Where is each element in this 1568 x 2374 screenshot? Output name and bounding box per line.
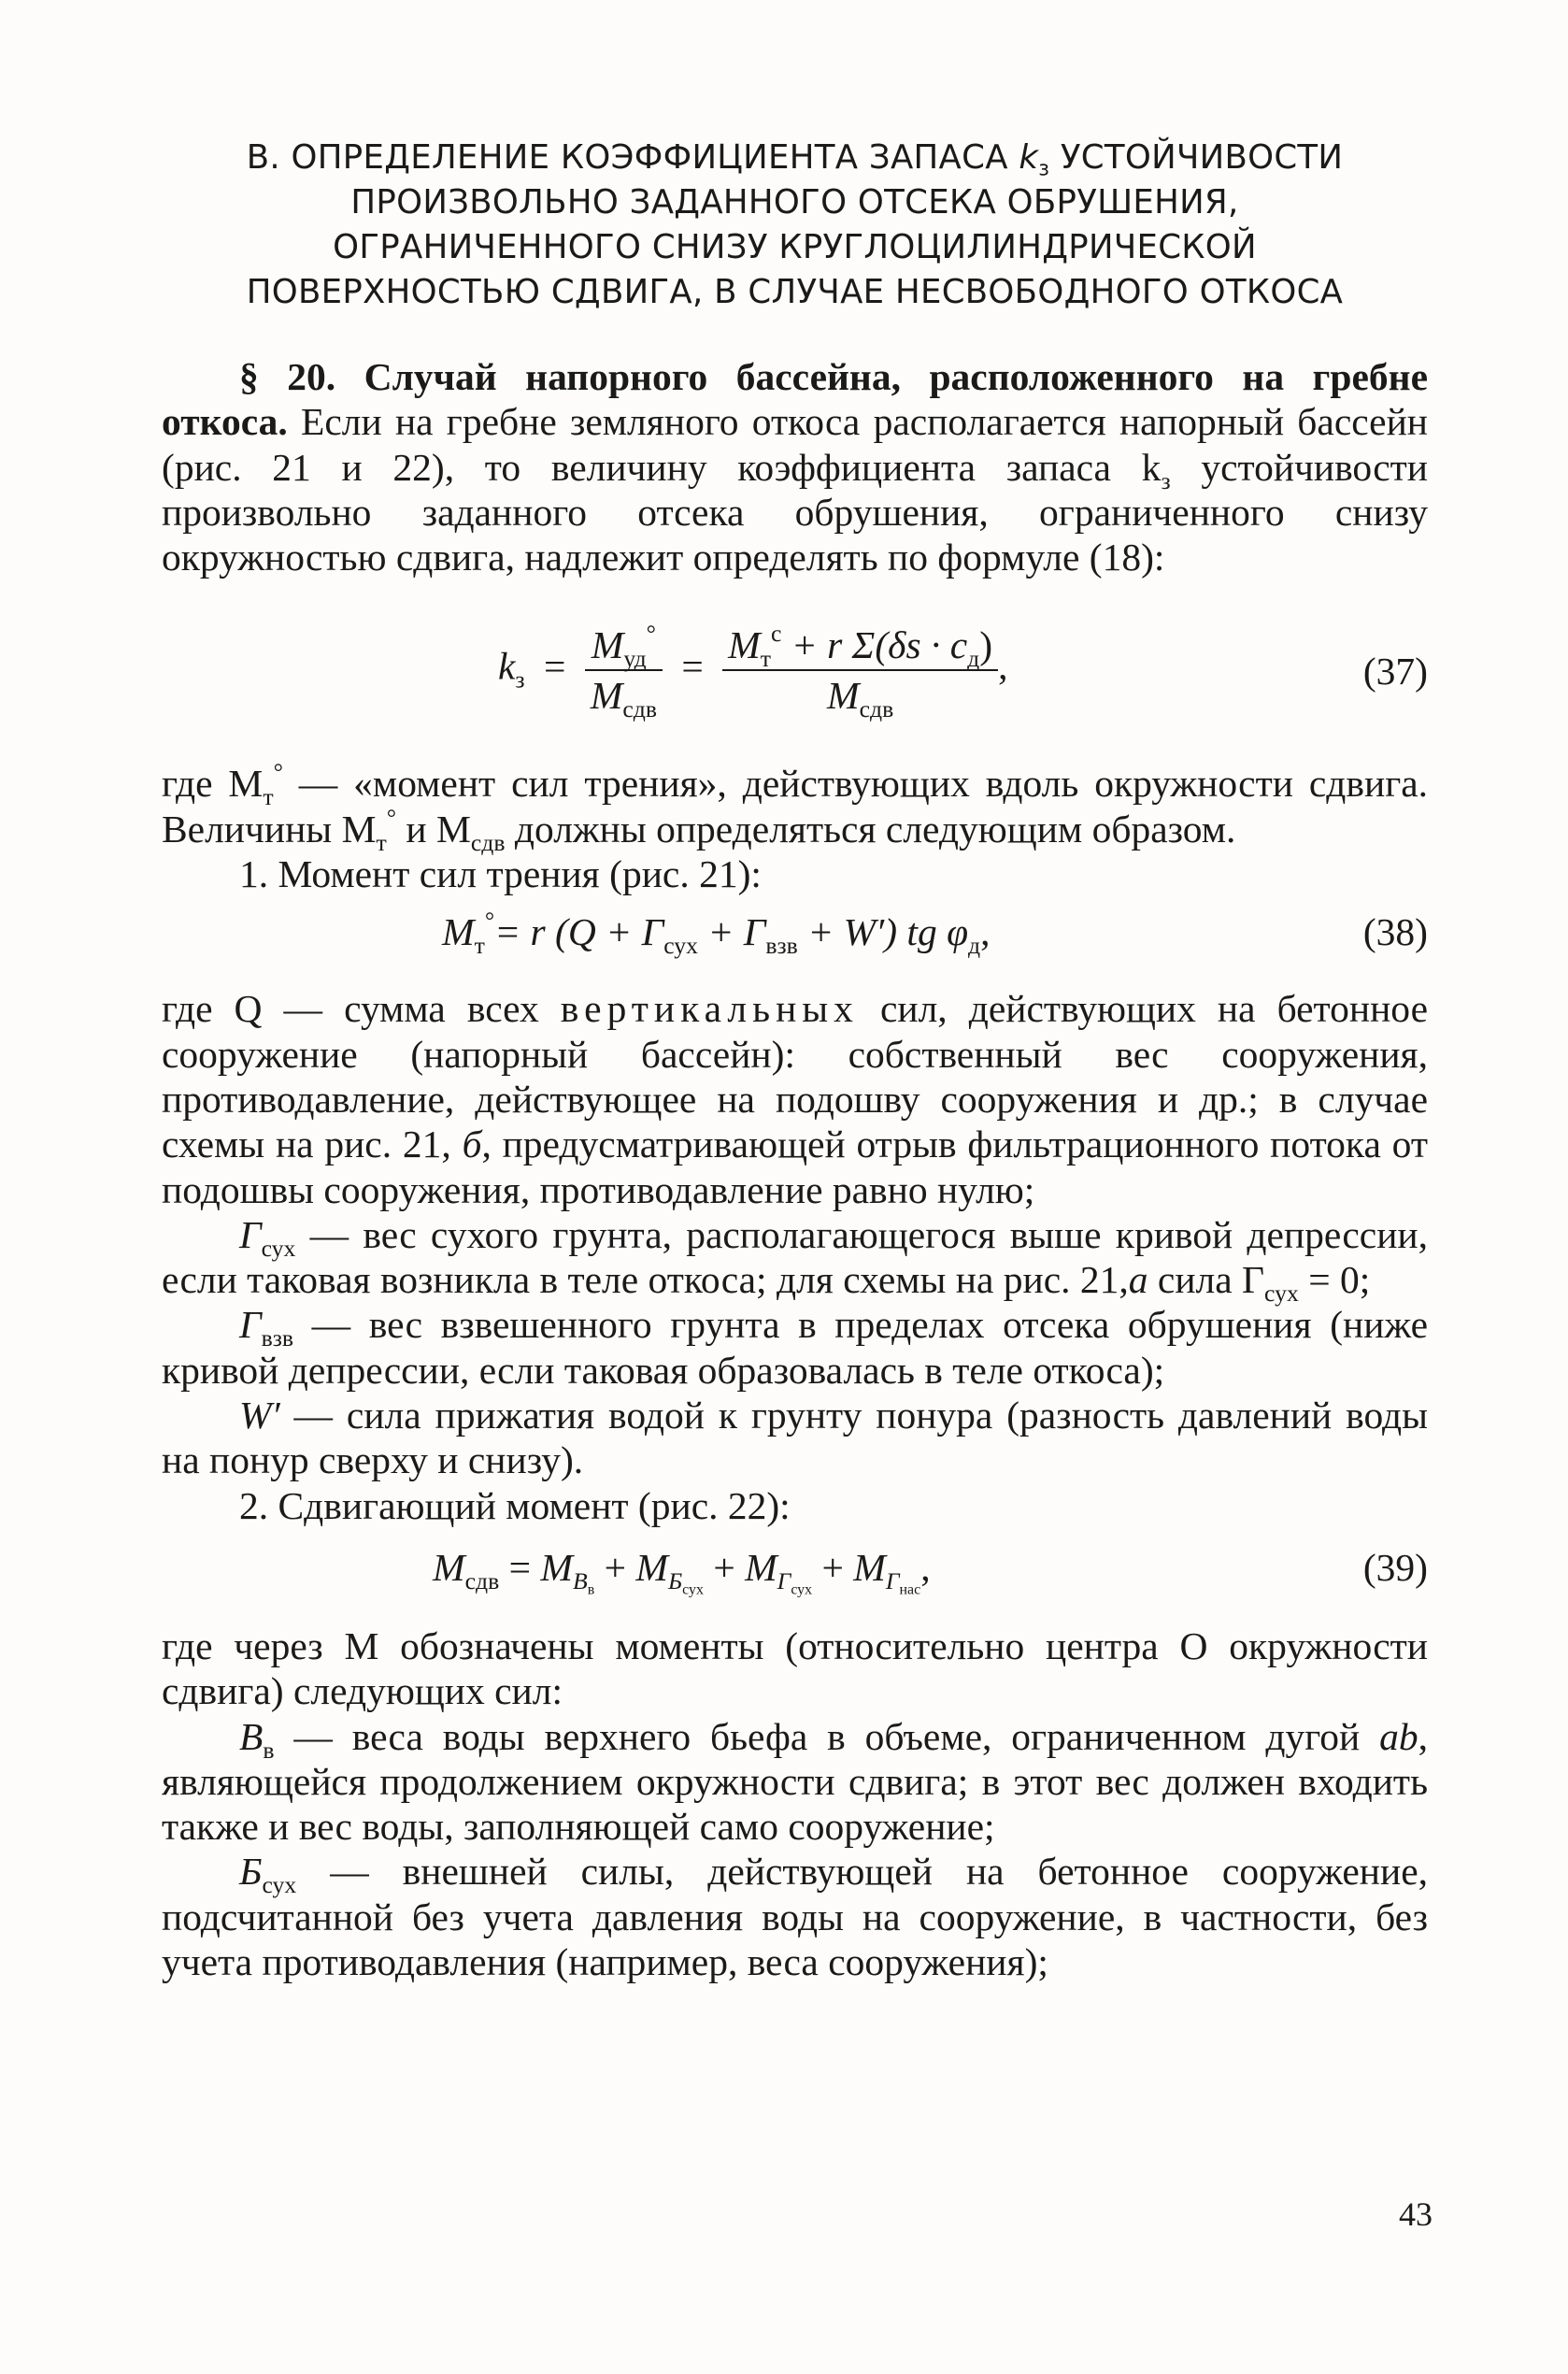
definition-b-v: $B_в$ — веса воды верхнего бьефа в объеме, ограниченном дугой ab, являющейся продолжением окружности сдвига; в этот вес должен входить также и вес воды, заполняющей само сооружение; [162,1714,1428,1849]
definition-g-vzv: $Г_{взв}$ — вес взвешенного грунта в пределах отсека обрушения (ниже кривой депрессии, если таковая образовалась в теле откоса); [162,1303,1428,1392]
equation-number-38: (38) [1362,910,1428,954]
definition-q: где Q — сумма всех вертикальных сил, действующих на бетонное сооружение (напорный бассейн): собственный вес сооружения, противодавление, действующее на подошву сооружения и др.; в случае схемы на рис. 21, б, предусматривающей отрыв фильтрационного потока от подошвы сооружения, противодавление равно нулю; [162,987,1428,1211]
equation-38: $M_т^\circ= r$ $(Q + Г_{сух} + Г_{взв} + W')$ tg $\varphi_д$, (38) [442,907,1428,960]
page-number: 43 [1399,2195,1433,2233]
section-title [162,136,1428,315]
section-title-line-1: В. ОПРЕДЕЛЕНИЕ КОЭФФИЦИЕНТА ЗАПАСА $k_з$ УСТОЙЧИВОСТИ [246,138,1344,181]
item-1: 1. Момент сил трения (рис. 21): [239,852,762,896]
equation-39: $M_{сдв} = M_{B_в} + M_{Б_{сух}} + M_{Г_{сух}} + M_{Г_{нас}}$, (39) [433,1545,1428,1598]
section-heading: § 20. Случай напорного бассейна, расположенного на гребне откоса. [162,355,1428,444]
paragraph-where-mt: где $M_т^\circ$ — «момент сил трения», действующих вдоль окружности сдвига. Величины $M_т^\circ$ и $M_{сдв}$ должны определяться следующим образом. [162,758,1429,856]
section-title-line-2: ПРОИЗВОЛЬНО ЗАДАННОГО ОТСЕКА ОБРУШЕНИЯ, [350,183,1239,222]
definition-w: W′ — сила прижатия водой к грунту понура (разность давлений воды на понур сверху и снизу). [162,1394,1428,1482]
item-2: 2. Сдвигающий момент (рис. 22): [239,1483,791,1527]
equation-number-37: (37) [1362,650,1428,694]
definition-g-suh: $Г_{сух}$ — вес сухого грунта, располагающегося выше кривой депрессии, если таковая возникла в теле откоса; для схемы на рис. 21,а сила $Г_{сух} = 0$; [162,1212,1428,1308]
definition-b-suh: $Б_{сух}$ — внешней силы, действующей на бетонное сооружение, подсчитанной без учета давления воды на сооружение, в частности, без учета противодавления (например, веса сооружения); [162,1850,1428,1984]
section-title-line-4: ПОВЕРХНОСТЬЮ СДВИГА, В СЛУЧАЕ НЕСВОБОДНОГО ОТКОСА [246,273,1344,311]
text-column [162,136,1428,1984]
section-title-line-3: ОГРАНИЧЕННОГО СНИЗУ КРУГЛОЦИЛИНДРИЧЕСКОЙ [333,228,1257,266]
fraction-2: $\frac{M_т^c + r \Sigma(\delta s \cdot c_д)}{M_{сдв}}$ [722,621,998,720]
paragraph-section-20: § 20. Случай напорного бассейна, расположенного на гребне откоса. Если на гребне земляного откоса располагается напорный бассейн (рис. 21 и 22), то величину коэффициента запаса $k_з$ устойчивости произвольно заданного отсека обрушения, ограниченного снизу окружностью сдвига, надлежит определять по формуле (18): [162,355,1428,579]
definition-moments: где через M обозначены моменты (относительно центра O окружности сдвига) следующих сил: [162,1623,1428,1713]
equation-number-39: (39) [1362,1545,1428,1589]
fraction-1: $\frac{M_{уд}^\circ}{M_{сдв}}$ [585,621,663,720]
equation-37: $k_з$ = $\frac{M_{уд}^\circ}{M_{сдв}}$ = $\frac{M_т^c + r \Sigma(\delta s \cdot c_д)}{M_{сдв}}$ , (37) [498,620,1428,723]
